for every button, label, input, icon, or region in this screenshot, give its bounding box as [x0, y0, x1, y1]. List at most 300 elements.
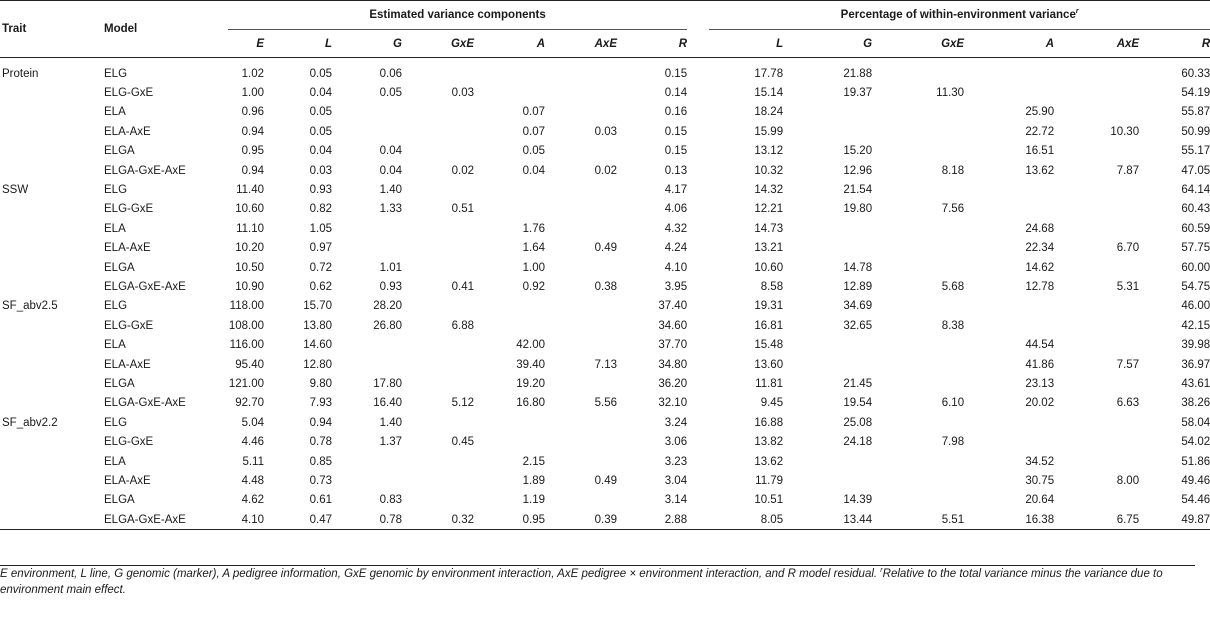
- cell-est-r: 4.06: [664, 203, 688, 216]
- cell-pct-axe: [1054, 180, 1139, 199]
- cell-est-a: [474, 58, 545, 84]
- cell-model: ELG: [104, 184, 128, 197]
- cell-est-gxe: 0.03: [451, 87, 474, 100]
- cell-pct-gxe: 8.18: [941, 164, 965, 177]
- cell-est-axe: 0.03: [594, 125, 617, 138]
- cell-est-r: 36.20: [658, 377, 688, 390]
- cell-est-g: [332, 335, 402, 354]
- cell-est-r: 32.10: [658, 397, 688, 410]
- cell-pct-l: 15.14: [754, 87, 784, 100]
- cell-est-l: 0.82: [309, 203, 332, 216]
- cell-pct-a: 20.02: [1025, 397, 1055, 410]
- cell-est-gxe: [402, 471, 474, 490]
- cell-pct-g: [783, 471, 872, 490]
- cell-pct-a: 14.62: [1025, 261, 1055, 274]
- cell-est-a: 1.64: [522, 242, 545, 255]
- col-header-trait: Trait: [2, 23, 27, 35]
- cell-est-e: 108.00: [228, 319, 264, 332]
- cell-est-r: 4.10: [664, 261, 688, 274]
- cell-gap: [687, 335, 709, 354]
- cell-est-a: [474, 83, 545, 102]
- cell-est-r: 0.15: [664, 125, 688, 138]
- cell-est-a: [474, 413, 545, 432]
- cell-pct-gxe: 5.68: [941, 280, 965, 293]
- cell-pct-l: 10.32: [754, 164, 784, 177]
- cell-est-g: [332, 122, 402, 141]
- cell-pct-a: [964, 413, 1054, 432]
- cell-est-a: 0.95: [522, 513, 545, 526]
- table-row: [0, 471, 1210, 490]
- cell-est-g: 0.78: [379, 513, 402, 526]
- cell-gap: [687, 161, 709, 180]
- cell-est-axe: [545, 452, 617, 471]
- cell-est-g: [332, 452, 402, 471]
- cell-pct-a: 23.13: [1025, 377, 1055, 390]
- cell-pct-g: 34.69: [843, 300, 873, 313]
- cell-pct-axe: [1054, 374, 1139, 393]
- cell-est-axe: [545, 103, 617, 122]
- cell-pct-l: 11.81: [755, 377, 784, 390]
- cell-pct-gxe: [872, 491, 964, 510]
- cell-pct-gxe: 7.98: [941, 436, 965, 449]
- cell-est-a: 1.00: [522, 261, 545, 274]
- cell-gap: [687, 297, 709, 316]
- cell-pct-l: 16.88: [754, 416, 784, 429]
- cell-est-g: [332, 355, 402, 374]
- cell-est-a: [474, 316, 545, 335]
- cell-est-a: 2.15: [522, 455, 545, 468]
- cell-pct-l: 14.32: [754, 184, 784, 197]
- cell-est-gxe: [402, 180, 474, 199]
- cell-est-r: 3.06: [664, 436, 688, 449]
- cell-pct-axe: 7.57: [1116, 358, 1140, 371]
- cell-pct-g: 24.18: [843, 436, 873, 449]
- cell-est-g: 0.04: [379, 145, 402, 158]
- cell-pct-r: 54.02: [1181, 436, 1210, 449]
- cell-trait: SF_abv2.2: [2, 416, 58, 429]
- cell-pct-g: [783, 103, 872, 122]
- table-row: [0, 277, 1210, 296]
- cell-pct-g: [783, 335, 872, 354]
- cell-pct-l: 10.60: [754, 261, 784, 274]
- cell-est-axe: [545, 335, 617, 354]
- cell-model: ELA: [104, 106, 126, 119]
- cell-est-l: 15.70: [303, 300, 332, 313]
- cell-pct-l: 18.24: [754, 106, 784, 119]
- table-row: [0, 297, 1210, 316]
- cell-est-gxe: [402, 58, 474, 84]
- cell-est-gxe: [402, 258, 474, 277]
- cell-est-e: 4.48: [241, 474, 264, 487]
- table-row: [0, 239, 1210, 258]
- cell-pct-g: 12.89: [843, 280, 873, 293]
- cell-est-axe: 0.02: [594, 164, 617, 177]
- cell-trait: SSW: [2, 184, 29, 197]
- cell-model: ELA: [104, 222, 126, 235]
- table-row: [0, 335, 1210, 354]
- table-row: [0, 122, 1210, 141]
- cell-trait: [0, 219, 104, 238]
- cell-pct-l: 10.51: [754, 494, 784, 507]
- table-row: [0, 103, 1210, 122]
- table-row: [0, 180, 1210, 199]
- cell-est-axe: [545, 219, 617, 238]
- cell-trait: [0, 122, 104, 141]
- cell-gap: [687, 122, 709, 141]
- cell-model: ELGA-GxE-AxE: [104, 164, 186, 177]
- cell-est-axe: 0.49: [594, 242, 617, 255]
- cell-pct-l: 11.79: [755, 474, 784, 487]
- cell-est-axe: [545, 258, 617, 277]
- cell-est-gxe: [402, 452, 474, 471]
- cell-gap: [687, 510, 709, 530]
- cell-pct-a: 44.54: [1025, 339, 1055, 352]
- table-row: [0, 219, 1210, 238]
- cell-trait: [0, 452, 104, 471]
- cell-pct-l: 13.21: [754, 242, 784, 255]
- cell-est-l: 0.03: [309, 164, 332, 177]
- cell-est-a: [474, 200, 545, 219]
- cell-pct-r: 54.75: [1181, 280, 1210, 293]
- cell-pct-axe: [1054, 258, 1139, 277]
- cell-est-gxe: 0.41: [451, 280, 474, 293]
- cell-trait: [0, 510, 104, 530]
- cell-pct-gxe: 6.10: [941, 397, 965, 410]
- cell-pct-gxe: 5.51: [941, 513, 965, 526]
- cell-trait: SF_abv2.5: [2, 300, 58, 313]
- cell-pct-g: 14.39: [843, 494, 873, 507]
- cell-trait: [0, 432, 104, 451]
- cell-est-r: 34.80: [658, 358, 688, 371]
- cell-est-e: 10.50: [235, 261, 264, 274]
- cell-gap: [687, 219, 709, 238]
- cell-pct-axe: [1054, 491, 1139, 510]
- cell-pct-r: 47.05: [1181, 164, 1210, 177]
- cell-est-a: 1.19: [522, 494, 545, 507]
- cell-pct-a: [964, 58, 1054, 84]
- cell-pct-axe: [1054, 335, 1139, 354]
- cell-gap: [687, 394, 709, 413]
- cell-pct-axe: [1054, 83, 1139, 102]
- cell-est-axe: [545, 83, 617, 102]
- cell-est-r: 0.13: [664, 164, 688, 177]
- cell-pct-l: 13.62: [754, 455, 784, 468]
- cell-est-a: [474, 432, 545, 451]
- cell-est-e: 10.20: [235, 242, 264, 255]
- cell-est-e: 4.62: [241, 494, 264, 507]
- cell-trait: Protein: [2, 67, 39, 80]
- cell-pct-a: 34.52: [1025, 455, 1055, 468]
- cell-pct-axe: [1054, 413, 1139, 432]
- cell-est-r: 0.15: [664, 67, 688, 80]
- cell-est-gxe: 0.02: [451, 164, 474, 177]
- cell-est-g: 26.80: [373, 319, 402, 332]
- cell-pct-gxe: [872, 335, 964, 354]
- cell-est-g: 1.37: [379, 436, 402, 449]
- cell-model: ELG-GxE: [104, 436, 154, 449]
- cell-pct-a: 16.38: [1025, 513, 1055, 526]
- cell-pct-r: 46.00: [1181, 300, 1210, 313]
- cell-pct-a: 20.64: [1025, 494, 1055, 507]
- cell-pct-a: 12.78: [1025, 280, 1055, 293]
- cell-est-gxe: [402, 122, 474, 141]
- cell-est-gxe: [402, 413, 474, 432]
- cell-pct-g: [783, 122, 872, 141]
- cell-pct-g: 21.45: [843, 377, 873, 390]
- table-row: [0, 374, 1210, 393]
- cell-est-l: 0.47: [309, 513, 332, 526]
- cell-est-axe: [545, 491, 617, 510]
- cell-pct-r: 60.33: [1181, 67, 1210, 80]
- cell-est-l: 0.72: [309, 261, 332, 274]
- cell-model: ELG: [104, 416, 128, 429]
- cell-est-l: 0.73: [309, 474, 332, 487]
- cell-est-axe: [545, 316, 617, 335]
- cell-est-e: 4.46: [241, 436, 264, 449]
- cell-pct-r: 58.04: [1181, 416, 1210, 429]
- cell-gap: [687, 452, 709, 471]
- cell-est-e: 0.94: [241, 125, 264, 138]
- cell-est-a: 16.80: [516, 397, 545, 410]
- cell-pct-gxe: 7.56: [941, 203, 965, 216]
- cell-est-g: 0.05: [379, 87, 402, 100]
- cell-pct-g: [783, 219, 872, 238]
- cell-gap: [687, 83, 709, 102]
- cell-pct-axe: 10.30: [1110, 125, 1140, 138]
- cell-est-g: 0.04: [379, 164, 402, 177]
- col-header-pct-axe: AxE: [1116, 37, 1140, 50]
- cell-est-a: 0.05: [522, 145, 545, 158]
- cell-est-a: 0.07: [522, 106, 545, 119]
- col-header-est-r: R: [678, 37, 688, 50]
- col-header-est-axe: AxE: [594, 37, 617, 50]
- cell-est-r: 37.70: [658, 339, 688, 352]
- cell-est-l: 0.94: [309, 416, 332, 429]
- cell-est-l: 13.80: [303, 319, 332, 332]
- cell-est-a: 19.20: [516, 377, 545, 390]
- cell-model: ELG-GxE: [104, 319, 154, 332]
- cell-pct-g: 21.88: [843, 67, 873, 80]
- cell-est-g: 28.20: [373, 300, 402, 313]
- cell-est-g: 1.33: [379, 203, 402, 216]
- cell-gap: [687, 142, 709, 161]
- cell-model: ELGA: [104, 261, 135, 274]
- cell-pct-gxe: [872, 58, 964, 84]
- cell-pct-gxe: 11.30: [936, 87, 965, 100]
- cell-pct-axe: [1054, 219, 1139, 238]
- cell-pct-gxe: [872, 142, 964, 161]
- cell-trait: [0, 239, 104, 258]
- cell-est-axe: [545, 200, 617, 219]
- cell-est-a: [474, 180, 545, 199]
- cell-pct-a: [964, 200, 1054, 219]
- cell-est-e: 11.40: [236, 184, 264, 197]
- cell-est-gxe: 5.12: [451, 397, 474, 410]
- cell-est-l: 14.60: [303, 339, 332, 352]
- cell-est-e: 1.02: [241, 67, 264, 80]
- cell-gap: [687, 491, 709, 510]
- cell-model: ELGA: [104, 377, 135, 390]
- cell-model: ELA: [104, 339, 126, 352]
- cell-est-a: 0.92: [522, 280, 545, 293]
- footnote-mark: r: [1075, 8, 1079, 16]
- cell-est-e: 0.96: [241, 106, 264, 119]
- cell-est-g: 0.83: [379, 494, 402, 507]
- col-header-pct-g: G: [863, 37, 873, 50]
- cell-pct-g: 25.08: [843, 416, 873, 429]
- cell-gap: [687, 374, 709, 393]
- cell-gap: [687, 277, 709, 296]
- cell-trait: [0, 316, 104, 335]
- cell-est-l: 0.85: [309, 455, 332, 468]
- cell-est-a: 42.00: [516, 339, 545, 352]
- cell-est-axe: [545, 297, 617, 316]
- cell-model: ELGA-GxE-AxE: [104, 513, 186, 526]
- cell-pct-gxe: [872, 258, 964, 277]
- cell-est-gxe: 6.88: [451, 319, 474, 332]
- cell-pct-r: 43.61: [1181, 377, 1210, 390]
- cell-pct-axe: [1054, 103, 1139, 122]
- cell-est-a: 0.04: [522, 164, 545, 177]
- cell-model: ELG-GxE: [104, 87, 154, 100]
- cell-pct-axe: [1054, 142, 1139, 161]
- footnote-line1: E environment, L line, G genomic (marker), A pedigree information, GxE genomic by environment interaction, AxE pedigree × environment interaction, and R model residual.: [0, 568, 881, 580]
- cell-pct-r: 39.98: [1181, 339, 1210, 352]
- cell-pct-r: 64.14: [1181, 184, 1210, 197]
- col-header-pct-gxe: GxE: [941, 37, 965, 50]
- cell-pct-axe: [1054, 58, 1139, 84]
- cell-gap: [687, 471, 709, 490]
- cell-pct-l: 16.81: [754, 319, 784, 332]
- cell-pct-gxe: [872, 103, 964, 122]
- cell-est-e: 121.00: [228, 377, 264, 390]
- cell-gap: [687, 200, 709, 219]
- cell-est-l: 0.78: [309, 436, 332, 449]
- col-header-est-gxe: GxE: [450, 37, 474, 50]
- cell-est-r: 2.88: [664, 513, 688, 526]
- cell-est-l: 0.05: [309, 106, 332, 119]
- cell-est-axe: [545, 374, 617, 393]
- cell-est-axe: 7.13: [594, 358, 617, 371]
- cell-pct-gxe: [872, 180, 964, 199]
- col-header-pct-a: A: [1045, 37, 1055, 50]
- cell-trait: [0, 83, 104, 102]
- cell-gap: [687, 413, 709, 432]
- table-row: [0, 413, 1210, 432]
- cell-est-gxe: [402, 103, 474, 122]
- cell-gap: [687, 316, 709, 335]
- cell-pct-r: 49.87: [1181, 513, 1210, 526]
- cell-est-axe: 0.38: [594, 280, 617, 293]
- cell-trait: [0, 161, 104, 180]
- cell-est-g: 1.01: [379, 261, 402, 274]
- cell-pct-r: 60.59: [1181, 222, 1210, 235]
- col-header-pct-r: R: [1201, 37, 1210, 50]
- cell-pct-a: 25.90: [1025, 106, 1055, 119]
- subheader-gap: [687, 30, 709, 58]
- cell-est-axe: [545, 432, 617, 451]
- cell-trait: [0, 335, 104, 354]
- cell-pct-g: 15.20: [843, 145, 873, 158]
- col-header-est-e: E: [256, 37, 264, 50]
- cell-pct-l: 15.48: [754, 339, 784, 352]
- cell-est-gxe: 0.51: [451, 203, 474, 216]
- cell-est-l: 1.05: [309, 222, 332, 235]
- cell-pct-axe: 6.63: [1116, 397, 1140, 410]
- cell-est-g: [332, 103, 402, 122]
- table-row: [0, 394, 1210, 413]
- cell-est-e: 4.10: [241, 513, 264, 526]
- cell-est-r: 3.14: [664, 494, 688, 507]
- cell-pct-axe: 7.87: [1116, 164, 1140, 177]
- cell-pct-r: 36.97: [1181, 358, 1210, 371]
- cell-est-e: 5.04: [241, 416, 264, 429]
- cell-est-a: 1.76: [522, 222, 545, 235]
- cell-est-g: [332, 219, 402, 238]
- cell-est-l: 0.97: [309, 242, 332, 255]
- cell-est-axe: 0.39: [594, 513, 617, 526]
- cell-pct-a: 13.62: [1025, 164, 1055, 177]
- cell-pct-gxe: [872, 413, 964, 432]
- cell-pct-r: 60.00: [1181, 261, 1210, 274]
- cell-pct-g: 21.54: [843, 184, 873, 197]
- cell-est-axe: [545, 413, 617, 432]
- cell-model: ELA-AxE: [104, 358, 151, 371]
- cell-est-e: 118.00: [229, 300, 264, 313]
- table-body: [0, 58, 1210, 530]
- cell-pct-g: [783, 355, 872, 374]
- cell-model: ELGA-GxE-AxE: [104, 280, 186, 293]
- cell-trait: [0, 374, 104, 393]
- cell-model: ELA-AxE: [104, 474, 151, 487]
- cell-est-g: 0.93: [379, 280, 402, 293]
- cell-model: ELG: [104, 67, 128, 80]
- cell-est-l: 0.04: [309, 87, 332, 100]
- cell-pct-axe: [1054, 316, 1139, 335]
- cell-pct-axe: [1054, 432, 1139, 451]
- cell-est-a: 0.07: [522, 125, 545, 138]
- cell-est-e: 92.70: [235, 397, 264, 410]
- cell-pct-gxe: [872, 239, 964, 258]
- cell-pct-a: [964, 432, 1054, 451]
- cell-est-e: 10.60: [235, 203, 264, 216]
- cell-trait: [0, 258, 104, 277]
- cell-pct-l: 17.78: [754, 67, 784, 80]
- cell-pct-r: 57.75: [1181, 242, 1210, 255]
- cell-pct-l: 12.21: [754, 203, 784, 216]
- cell-model: ELA-AxE: [104, 125, 151, 138]
- cell-pct-axe: [1054, 200, 1139, 219]
- cell-pct-g: 13.44: [843, 513, 873, 526]
- cell-est-e: 0.95: [241, 145, 264, 158]
- cell-pct-a: 41.86: [1025, 358, 1055, 371]
- cell-est-g: 0.06: [379, 67, 402, 80]
- cell-pct-axe: 8.00: [1116, 474, 1140, 487]
- cell-est-g: [332, 239, 402, 258]
- cell-est-e: 11.10: [236, 222, 264, 235]
- table-row: [0, 491, 1210, 510]
- cell-est-axe: [545, 180, 617, 199]
- cell-pct-a: 22.34: [1025, 242, 1055, 255]
- cell-pct-gxe: [872, 355, 964, 374]
- col-header-est-g: G: [393, 37, 402, 50]
- cell-model: ELG-GxE: [104, 203, 154, 216]
- cell-pct-axe: 6.75: [1116, 513, 1140, 526]
- cell-pct-g: 12.96: [843, 164, 873, 177]
- cell-pct-axe: [1054, 297, 1139, 316]
- cell-est-e: 0.94: [241, 164, 264, 177]
- cell-pct-g: 19.80: [843, 203, 873, 216]
